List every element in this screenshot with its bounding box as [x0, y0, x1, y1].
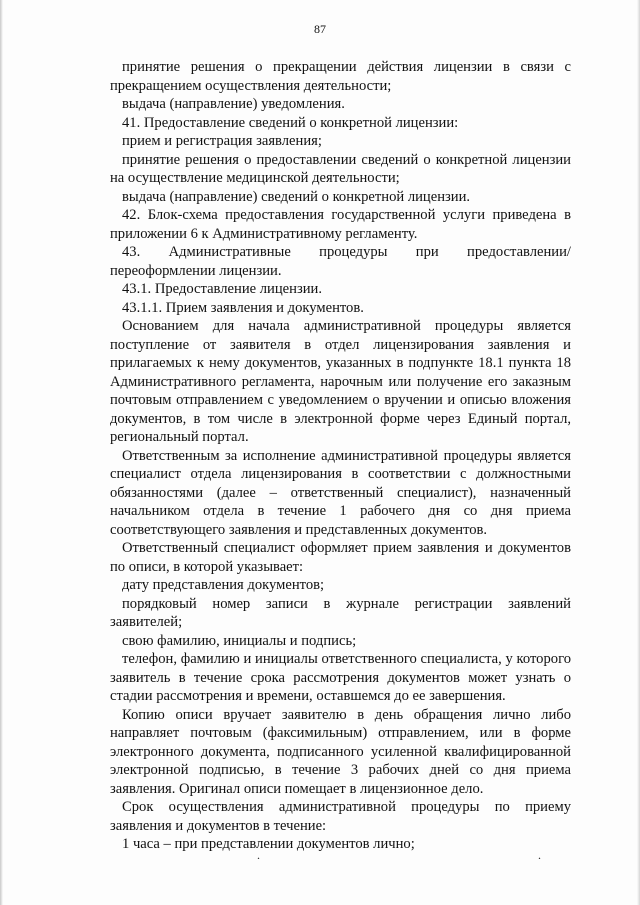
paragraph: Срок осуществления административной процедуры по приему заявления и документов в течение: — [110, 799, 571, 834]
paragraph: 41. Предоставление сведений о конкретной лицензии: — [122, 114, 459, 131]
scan-speck: . — [538, 848, 541, 862]
paragraph: 43. Административные процедуры при предоставлении/ переоформлении лицензии. — [110, 244, 571, 279]
paragraph: дату представления документов; — [122, 577, 325, 593]
paragraph: Копию описи вручает заявителю в день обращения лично либо направляет почтовым (факсимильным) отправлением, или в форме электронного документа, подписанного усиленной квалифицированной электронной подписью, в течение 3 рабочих дней со дня приема заявления. Оригинал описи помещает в лицензионное дело. — [110, 706, 571, 797]
paragraph: выдача (направление) сведений о конкретной лицензии. — [122, 188, 471, 205]
paragraph: принятие решения о прекращении действия лицензии в связи с прекращением осуществления деятельности; — [110, 59, 571, 94]
paragraph: прием и регистрация заявления; — [122, 133, 322, 149]
paragraph: 43.1.1. Прием заявления и документов. — [122, 299, 364, 316]
paragraph: порядковый номер записи в журнале регистрации заявлений заявителей; — [110, 595, 571, 630]
paragraph: выдача (направление) уведомления. — [122, 96, 345, 112]
body-text — [110, 58, 571, 854]
scan-edge-left — [0, 0, 3, 905]
paragraph: принятие решения о предоставлении сведений о конкретной лицензии на осуществление медицинской деятельности; — [110, 151, 571, 186]
paragraph: телефон, фамилию и инициалы ответственного специалиста, у которого заявитель в течение срока рассмотрения документов может узнать о стадии рассмотрения и времени, оставшемся до ее завершения. — [110, 651, 571, 704]
paragraph: Ответственный специалист оформляет прием заявления и документов по описи, в которой указывает: — [110, 540, 571, 575]
paragraph: свою фамилию, инициалы и подпись; — [122, 632, 357, 649]
paragraph: 43.1. Предоставление лицензии. — [122, 281, 322, 297]
paragraph: Ответственным за исполнение административной процедуры является специалист отдела лицензирования в соответствии с должностными обязанностями (далее – ответственный специалист), назначенный начальником отдела в течение 1 рабочего дня со дня приема соответствующего заявления и представленных документов. — [110, 447, 571, 538]
paragraph: Основанием для начала административной процедуры является поступление от заявителя в отдел лицензирования заявления и прилагаемых к нему документов, указанных в подпункте 18.1 пункта 18 Административного регламента, нарочным или получение его заказным почтовым отправлением с уведомлением о вручении и описью вложения документов, в том числе в электронной форме через Единый портал, региональный портал. — [110, 318, 571, 445]
paragraph: 42. Блок-схема предоставления государственной услуги приведена в приложении 6 к Административному регламенту. — [110, 207, 571, 242]
paragraph: 1 часа – при представлении документов лично; — [122, 836, 415, 852]
scan-speck: . — [257, 848, 260, 862]
page-number: 87 — [314, 22, 326, 36]
